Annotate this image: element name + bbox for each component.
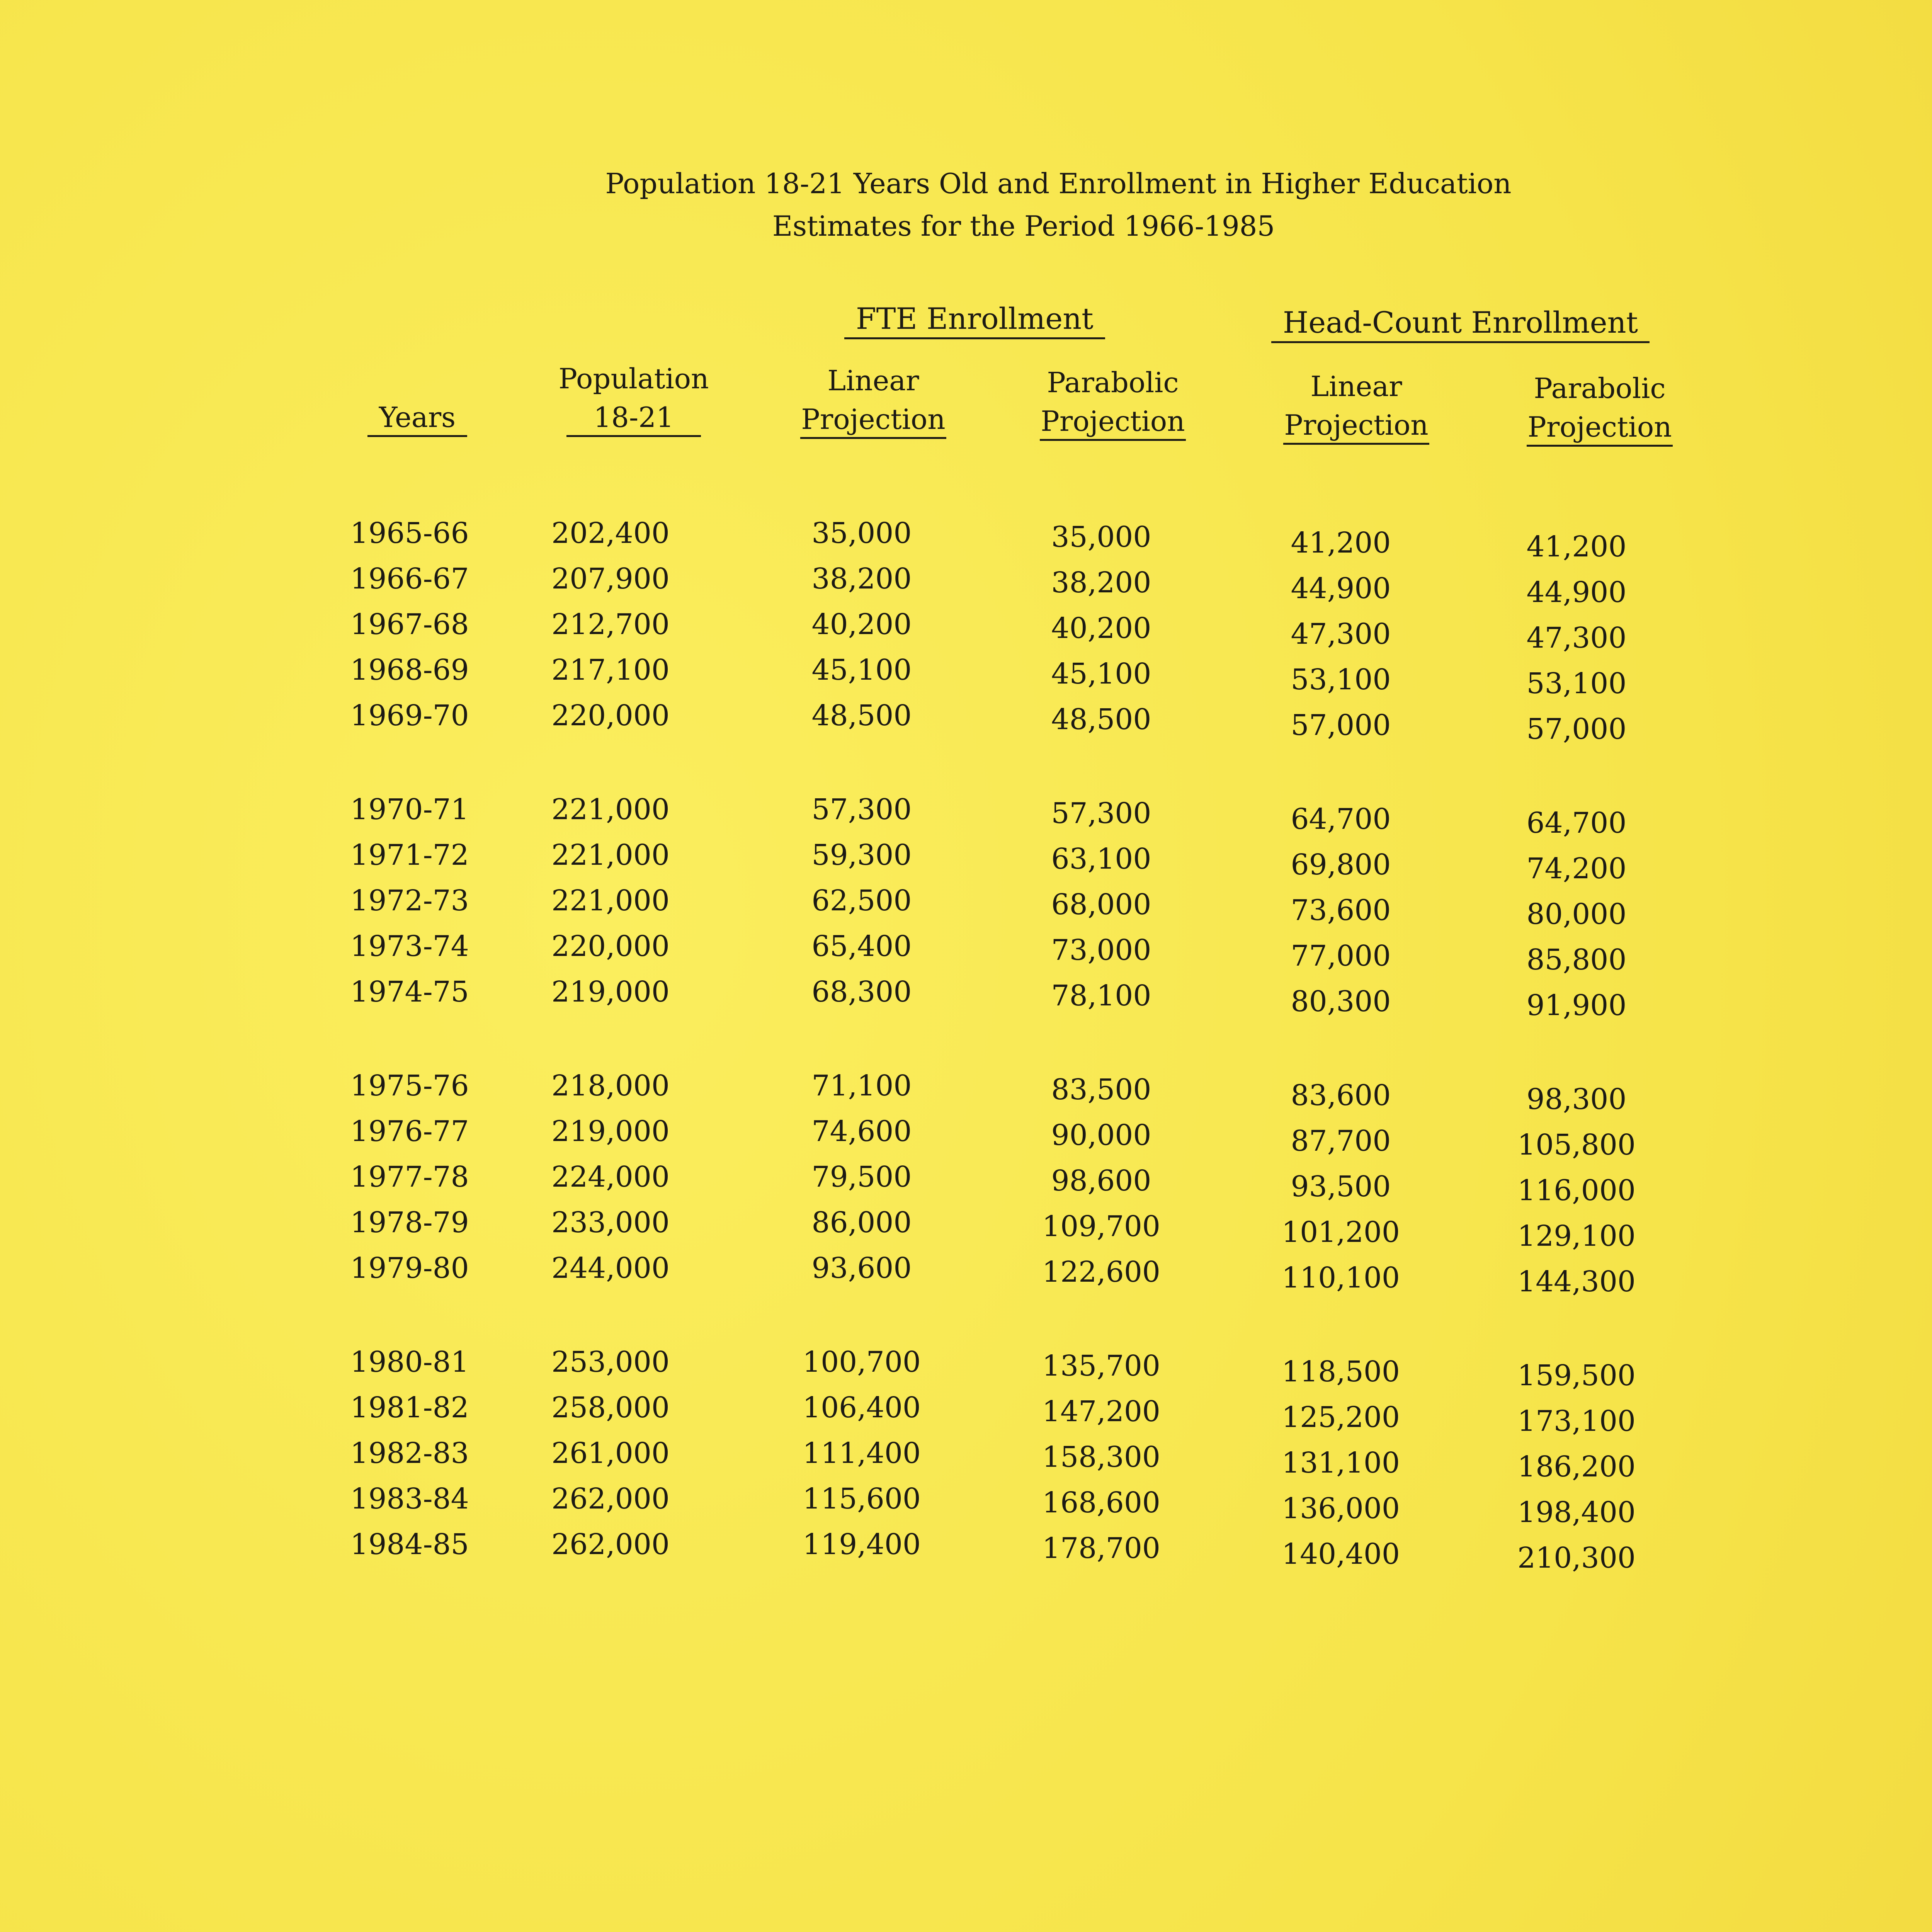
table-cell: 63,100	[1051, 842, 1151, 876]
table-cell: 45,100	[1051, 657, 1151, 690]
table-row	[0, 647, 1932, 700]
table-cell: 1968-69	[350, 653, 469, 687]
table-cell: 109,700	[1042, 1210, 1160, 1243]
table-cell: 47,300	[1291, 617, 1391, 651]
table-cell: 221,000	[551, 884, 670, 917]
table-cell: 85,800	[1526, 943, 1627, 976]
table-cell: 1976-77	[350, 1115, 469, 1148]
table-cell: 48,500	[1051, 703, 1151, 736]
col-header-fte-linear-bottom: Projection	[773, 400, 974, 439]
col-header-population-top: Population	[558, 362, 709, 395]
table-cell: 57,000	[1291, 709, 1391, 742]
table-cell: 140,400	[1281, 1537, 1400, 1571]
table-cell: 212,700	[551, 608, 670, 641]
table-cell: 74,600	[811, 1115, 912, 1148]
table-cell: 1981-82	[350, 1391, 469, 1424]
table-cell: 233,000	[551, 1206, 670, 1239]
table-row	[0, 1476, 1932, 1529]
table-cell: 1982-83	[350, 1437, 469, 1470]
col-header-population-bottom: 18-21	[533, 398, 734, 437]
table-cell: 129,100	[1517, 1219, 1636, 1253]
col-header-hc-linear-bottom: Projection	[1256, 406, 1457, 444]
table-cell: 68,000	[1051, 888, 1151, 921]
table-cell: 111,400	[802, 1437, 921, 1470]
table-cell: 64,700	[1291, 803, 1391, 836]
table-cell: 106,400	[802, 1391, 921, 1424]
table-cell: 77,000	[1291, 939, 1391, 973]
table-row	[0, 969, 1932, 1022]
table-cell: 83,600	[1291, 1079, 1391, 1112]
table-cell: 220,000	[551, 930, 670, 963]
table-cell: 168,600	[1042, 1486, 1160, 1519]
table-cell: 64,700	[1526, 806, 1627, 840]
table-cell: 62,500	[811, 884, 912, 917]
table-cell: 47,300	[1526, 621, 1627, 655]
table-cell: 219,000	[551, 1115, 670, 1148]
col-header-years: Years	[317, 398, 518, 437]
table-cell: 144,300	[1517, 1265, 1636, 1298]
group-label-fte: FTE Enrollment	[844, 301, 1105, 339]
table-cell: 244,000	[551, 1252, 670, 1285]
table-cell: 202,400	[551, 517, 670, 550]
table-cell: 87,700	[1291, 1124, 1391, 1158]
table-cell: 258,000	[551, 1391, 670, 1424]
table-cell: 101,200	[1281, 1216, 1400, 1249]
table-cell: 116,000	[1517, 1174, 1636, 1207]
table-row	[0, 601, 1932, 655]
group-label-headcount: Head-Count Enrollment	[1271, 305, 1650, 343]
table-cell: 93,600	[811, 1252, 912, 1285]
table-cell: 35,000	[811, 517, 912, 550]
table-cell: 198,400	[1517, 1496, 1636, 1529]
table-cell: 1977-78	[350, 1160, 469, 1194]
group-header-fte	[844, 299, 1094, 338]
table-row	[0, 1384, 1932, 1438]
table-row	[0, 510, 1932, 563]
table-cell: 57,300	[811, 793, 912, 826]
table-cell: 74,200	[1526, 852, 1627, 885]
table-row	[0, 1108, 1932, 1162]
table-row	[0, 1521, 1932, 1575]
table-row	[0, 786, 1932, 840]
col-header-hc-parabolic-bottom: Projection	[1499, 408, 1700, 446]
table-cell: 98,300	[1526, 1083, 1627, 1116]
table-cell: 217,100	[551, 653, 670, 687]
table-cell: 57,000	[1526, 713, 1627, 746]
table-cell: 38,200	[811, 562, 912, 595]
table-cell: 224,000	[551, 1160, 670, 1194]
table-cell: 68,300	[811, 975, 912, 1009]
table-cell: 59,300	[811, 838, 912, 872]
table-cell: 44,900	[1291, 572, 1391, 605]
col-header-fte-linear-top: Linear	[827, 364, 919, 397]
table-row	[0, 878, 1932, 931]
table-cell: 41,200	[1291, 526, 1391, 560]
table-cell: 125,200	[1281, 1401, 1400, 1434]
table-cell: 178,700	[1042, 1532, 1160, 1565]
table-cell: 45,100	[811, 653, 912, 687]
table-cell: 262,000	[551, 1482, 670, 1515]
table-cell: 91,900	[1526, 989, 1627, 1022]
table-cell: 1974-75	[350, 975, 469, 1009]
table-cell: 105,800	[1517, 1128, 1636, 1162]
table-cell: 131,100	[1281, 1446, 1400, 1480]
col-header-hc-parabolic-top: Parabolic	[1534, 372, 1666, 405]
table-cell: 110,100	[1281, 1261, 1400, 1294]
table-cell: 1979-80	[350, 1252, 469, 1285]
table-cell: 44,900	[1526, 576, 1627, 609]
table-cell: 218,000	[551, 1069, 670, 1102]
table-cell: 53,100	[1291, 663, 1391, 696]
table-row	[0, 832, 1932, 885]
table-row	[0, 1199, 1932, 1253]
table-cell: 83,500	[1051, 1073, 1151, 1106]
table-cell: 158,300	[1042, 1440, 1160, 1474]
table-cell: 219,000	[551, 975, 670, 1009]
table-cell: 73,600	[1291, 894, 1391, 927]
table-cell: 262,000	[551, 1528, 670, 1561]
table-row	[0, 1245, 1932, 1298]
table-cell: 1973-74	[350, 930, 469, 963]
table-cell: 147,200	[1042, 1395, 1160, 1428]
col-header-fte-parabolic-bottom: Projection	[1012, 402, 1213, 440]
table-cell: 210,300	[1517, 1541, 1636, 1575]
table-cell: 118,500	[1281, 1355, 1400, 1388]
table-cell: 73,000	[1051, 934, 1151, 967]
table-cell: 122,600	[1042, 1255, 1160, 1289]
table-cell: 221,000	[551, 838, 670, 872]
table-cell: 115,600	[802, 1482, 921, 1515]
table-cell: 1965-66	[350, 517, 469, 550]
table-cell: 1984-85	[350, 1528, 469, 1561]
table-cell: 65,400	[811, 930, 912, 963]
table-cell: 159,500	[1517, 1359, 1636, 1392]
table-cell: 98,600	[1051, 1164, 1151, 1197]
table-cell: 1967-68	[350, 608, 469, 641]
table-cell: 71,100	[811, 1069, 912, 1102]
table-cell: 1983-84	[350, 1482, 469, 1515]
table-cell: 1966-67	[350, 562, 469, 595]
table-cell: 1972-73	[350, 884, 469, 917]
table-row	[0, 1339, 1932, 1392]
table-cell: 173,100	[1517, 1405, 1636, 1438]
table-cell: 93,500	[1291, 1170, 1391, 1203]
table-row	[0, 556, 1932, 609]
table-cell: 253,000	[551, 1345, 670, 1379]
table-row	[0, 692, 1932, 746]
table-cell: 1969-70	[350, 699, 469, 732]
table-cell: 86,000	[811, 1206, 912, 1239]
table-cell: 48,500	[811, 699, 912, 732]
table-cell: 80,300	[1291, 985, 1391, 1018]
table-cell: 221,000	[551, 793, 670, 826]
table-cell: 1971-72	[350, 838, 469, 872]
table-cell: 1980-81	[350, 1345, 469, 1379]
table-cell: 57,300	[1051, 797, 1151, 830]
table-cell: 136,000	[1281, 1492, 1400, 1525]
table-cell: 53,100	[1526, 667, 1627, 700]
table-cell: 186,200	[1517, 1450, 1636, 1483]
table-row	[0, 923, 1932, 976]
table-cell: 80,000	[1526, 898, 1627, 931]
table-cell: 78,100	[1051, 979, 1151, 1012]
table-cell: 35,000	[1051, 520, 1151, 554]
table-cell: 38,200	[1051, 566, 1151, 599]
table-cell: 135,700	[1042, 1349, 1160, 1383]
table-cell: 79,500	[811, 1160, 912, 1194]
table-cell: 1970-71	[350, 793, 469, 826]
table-cell: 1975-76	[350, 1069, 469, 1102]
table-cell: 220,000	[551, 699, 670, 732]
table-cell: 119,400	[802, 1528, 921, 1561]
table-cell: 261,000	[551, 1437, 670, 1470]
col-header-hc-linear-top: Linear	[1310, 370, 1402, 403]
table-row	[0, 1063, 1932, 1116]
page-subtitle: Estimates for the Period 1966-1985	[772, 210, 1275, 242]
table-cell: 90,000	[1051, 1119, 1151, 1152]
table-cell: 69,800	[1291, 848, 1391, 881]
table-cell: 207,900	[551, 562, 670, 595]
page-title: Population 18-21 Years Old and Enrollment in Higher Education	[605, 167, 1512, 200]
group-header-headcount	[1271, 303, 1638, 342]
table-cell: 40,200	[811, 608, 912, 641]
table-cell: 41,200	[1526, 530, 1627, 563]
table-cell: 100,700	[802, 1345, 921, 1379]
table-cell: 1978-79	[350, 1206, 469, 1239]
col-header-fte-parabolic-top: Parabolic	[1047, 366, 1179, 399]
table-row	[0, 1154, 1932, 1207]
table-row	[0, 1430, 1932, 1483]
table-cell: 40,200	[1051, 612, 1151, 645]
